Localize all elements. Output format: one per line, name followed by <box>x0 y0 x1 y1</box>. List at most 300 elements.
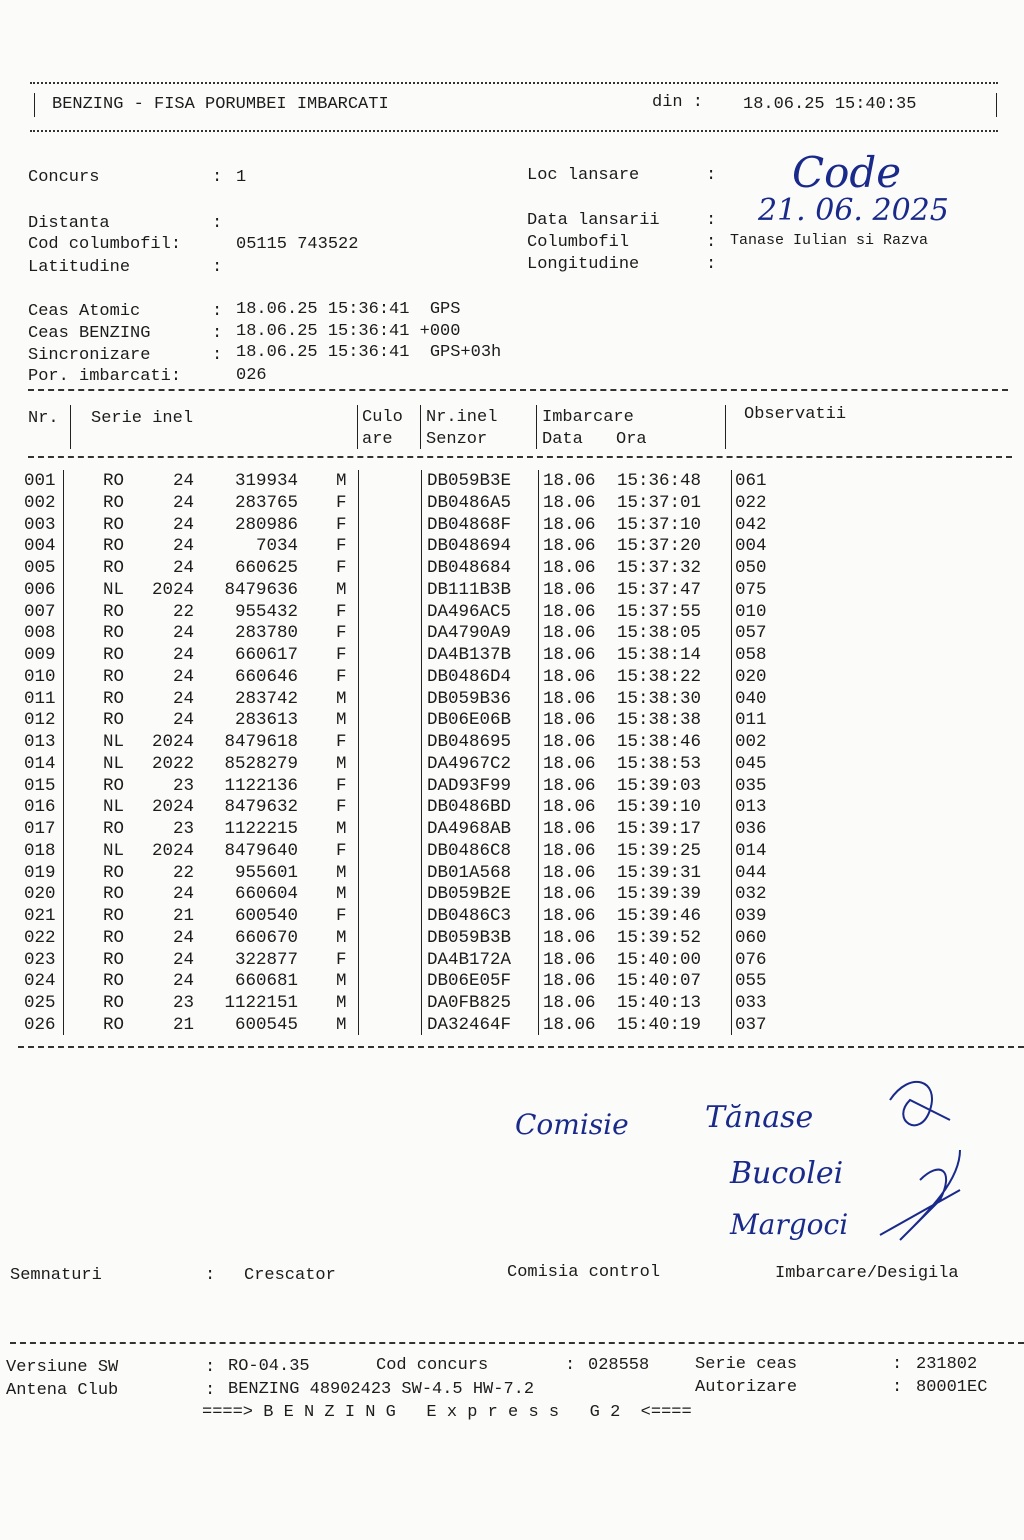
row-sensor: DA0FB825 <box>427 993 512 1013</box>
row-sex: M <box>336 819 347 839</box>
row-ring-number: 7034 <box>255 536 298 557</box>
row-date: 18.06 <box>543 906 596 926</box>
row-nr: 016 <box>24 797 56 818</box>
row-observatii: 050 <box>735 558 767 578</box>
row-date: 18.06 <box>543 753 596 774</box>
row-date: 18.06 <box>543 558 596 578</box>
row-time: 15:38:05 <box>617 623 702 644</box>
row-year: 24 <box>172 514 194 535</box>
row-nr: 006 <box>24 579 56 600</box>
colon: : <box>212 302 223 321</box>
row-ring-number: 322877 <box>234 949 298 970</box>
colon: : <box>892 1378 903 1397</box>
row-date: 18.06 <box>543 710 596 731</box>
col-header-observatii: Observatii <box>744 405 847 424</box>
row-sex: F <box>336 492 347 513</box>
row-time: 15:37:32 <box>617 558 702 578</box>
colon: : <box>205 1266 216 1285</box>
row-nr: 015 <box>24 775 56 796</box>
row-sex: M <box>336 579 347 600</box>
longitudine-label: Longitudine <box>527 255 640 274</box>
row-sensor: DA4790A9 <box>427 623 512 644</box>
cod-label: Cod columbofil: <box>28 235 182 254</box>
divider <box>357 405 358 449</box>
signature-scribble <box>860 1060 970 1260</box>
row-country: RO <box>103 601 125 622</box>
row-time: 15:38:22 <box>617 666 702 687</box>
row-observatii: 011 <box>735 710 767 731</box>
row-observatii: 013 <box>735 797 767 818</box>
sincronizare-value: 18.06.25 15:36:41 GPS+03h <box>236 343 502 362</box>
colon: : <box>706 233 717 252</box>
row-sex: F <box>336 797 347 818</box>
divider <box>538 470 539 1035</box>
row-sex: F <box>336 645 347 665</box>
row-country: NL <box>103 797 125 818</box>
row-year: 21 <box>172 906 194 926</box>
row-observatii: 032 <box>735 884 767 905</box>
row-year: 24 <box>172 536 194 557</box>
row-sex: F <box>336 623 347 644</box>
row-sex: M <box>336 688 347 709</box>
row-ring-number: 955432 <box>234 601 298 622</box>
divider <box>30 82 998 84</box>
row-sensor: DB059B3E <box>427 471 512 491</box>
row-observatii: 045 <box>735 753 767 774</box>
row-nr: 009 <box>24 645 56 665</box>
row-time: 15:37:47 <box>617 579 702 600</box>
row-date: 18.06 <box>543 601 596 622</box>
col-header-senzor: Senzor <box>426 430 488 449</box>
row-country: RO <box>103 666 125 687</box>
row-sex: F <box>336 536 347 557</box>
row-time: 15:39:52 <box>617 927 702 948</box>
row-sex: M <box>336 1014 347 1035</box>
row-date: 18.06 <box>543 819 596 839</box>
row-country: RO <box>103 906 125 926</box>
row-ring-number: 283780 <box>234 623 298 644</box>
versiune-label: Versiune SW <box>6 1358 119 1377</box>
row-nr: 003 <box>24 514 56 535</box>
divider <box>536 405 537 449</box>
row-sex: M <box>336 753 347 774</box>
sincronizare-label: Sincronizare <box>28 346 151 365</box>
row-sensor: DA4B137B <box>427 645 512 665</box>
row-sex: F <box>336 558 347 578</box>
porumbei-value: 026 <box>236 366 267 385</box>
col-header-culoare: Culo <box>362 408 403 427</box>
row-country: RO <box>103 884 125 905</box>
row-sensor: DB059B2E <box>427 884 512 905</box>
cod-concurs-value: 028558 <box>588 1356 650 1375</box>
divider <box>34 93 35 117</box>
row-ring-number: 280986 <box>234 514 298 535</box>
porumbei-label: Por. imbarcati: <box>28 367 182 386</box>
antena-value: BENZING 48902423 SW-4.5 HW-7.2 <box>228 1380 535 1399</box>
row-sensor: DB0486A5 <box>427 492 512 513</box>
row-country: RO <box>103 862 125 883</box>
row-year: 2024 <box>151 797 194 818</box>
colon: : <box>706 166 717 185</box>
divider <box>731 470 732 1035</box>
serie-ceas-label: Serie ceas <box>695 1355 798 1374</box>
row-nr: 013 <box>24 732 56 752</box>
row-ring-number: 660670 <box>234 927 298 948</box>
row-sex: F <box>336 666 347 687</box>
semnaturi-label: Semnaturi <box>10 1266 102 1285</box>
row-ring-number: 660625 <box>234 558 298 578</box>
row-sensor: DA32464F <box>427 1014 512 1035</box>
row-sensor: DB048694 <box>427 536 512 557</box>
row-sex: F <box>336 840 347 861</box>
autorizare-label: Autorizare <box>695 1378 798 1397</box>
row-nr: 023 <box>24 949 56 970</box>
row-time: 15:39:25 <box>617 840 702 861</box>
din-value: 18.06.25 15:40:35 <box>743 95 917 114</box>
row-ring-number: 660646 <box>234 666 298 687</box>
row-time: 15:37:01 <box>617 492 702 513</box>
row-year: 24 <box>172 492 194 513</box>
row-year: 2024 <box>151 840 194 861</box>
columbofil-value: Tanase Iulian si Razva <box>730 232 929 249</box>
row-sensor: DB111B3B <box>427 579 512 600</box>
row-observatii: 022 <box>735 492 767 513</box>
row-date: 18.06 <box>543 514 596 535</box>
row-sensor: DB059B3B <box>427 927 512 948</box>
row-date: 18.06 <box>543 688 596 709</box>
row-year: 23 <box>172 775 194 796</box>
row-ring-number: 8479632 <box>224 797 298 818</box>
benzing-banner: ====> B E N Z I N G E x p r e s s G 2 <==== <box>202 1403 692 1422</box>
row-time: 15:38:14 <box>617 645 702 665</box>
row-date: 18.06 <box>543 645 596 665</box>
row-date: 18.06 <box>543 775 596 796</box>
concurs-value: 1 <box>236 168 247 187</box>
row-sensor: DAD93F99 <box>427 775 512 796</box>
row-observatii: 040 <box>735 688 767 709</box>
row-time: 15:36:48 <box>617 471 702 491</box>
divider <box>28 389 1008 391</box>
row-observatii: 036 <box>735 819 767 839</box>
row-date: 18.06 <box>543 993 596 1013</box>
divider <box>28 456 1012 458</box>
row-sex: F <box>336 775 347 796</box>
row-date: 18.06 <box>543 579 596 600</box>
row-sensor: DB048695 <box>427 732 512 752</box>
row-ring-number: 1122136 <box>224 775 298 796</box>
row-year: 24 <box>172 645 194 665</box>
imbarcare-desigilare-label: Imbarcare/Desigila <box>775 1264 959 1283</box>
row-sensor: DB0486D4 <box>427 666 512 687</box>
row-ring-number: 955601 <box>234 862 298 883</box>
autorizare-value: 80001EC <box>916 1378 988 1397</box>
row-date: 18.06 <box>543 536 596 557</box>
comisia-control-label: Comisia control <box>507 1263 661 1282</box>
row-year: 24 <box>172 623 194 644</box>
col-header-imbarcare: Imbarcare <box>542 408 634 427</box>
signature-1: Tănase <box>705 1100 814 1135</box>
row-nr: 010 <box>24 666 56 687</box>
row-sensor: DA4968AB <box>427 819 512 839</box>
row-date: 18.06 <box>543 949 596 970</box>
distanta-label: Distanta <box>28 214 110 233</box>
row-time: 15:40:07 <box>617 971 702 992</box>
colon: : <box>212 346 223 365</box>
latitudine-label: Latitudine <box>28 258 131 277</box>
data-lansarii-label: Data lansarii <box>527 211 660 230</box>
divider <box>10 1342 1024 1344</box>
crescator-label: Crescator <box>244 1266 336 1285</box>
row-nr: 018 <box>24 840 56 861</box>
divider <box>725 405 726 449</box>
row-observatii: 061 <box>735 471 767 491</box>
row-ring-number: 660617 <box>234 645 298 665</box>
colon: : <box>212 258 223 277</box>
row-nr: 019 <box>24 862 56 883</box>
row-year: 2024 <box>151 579 194 600</box>
colon: : <box>205 1381 216 1400</box>
row-country: RO <box>103 514 125 535</box>
row-sex: F <box>336 949 347 970</box>
row-date: 18.06 <box>543 840 596 861</box>
row-country: RO <box>103 558 125 578</box>
colon: : <box>565 1356 576 1375</box>
data-lansarii-handwritten: 21. 06. 2025 <box>758 193 949 228</box>
row-time: 15:40:00 <box>617 949 702 970</box>
row-observatii: 002 <box>735 732 767 752</box>
row-time: 15:39:39 <box>617 884 702 905</box>
row-date: 18.06 <box>543 666 596 687</box>
row-nr: 001 <box>24 471 56 491</box>
document-title: BENZING - FISA PORUMBEI IMBARCATI <box>52 95 389 114</box>
cod-value: 05115 743522 <box>236 235 359 254</box>
row-time: 15:39:17 <box>617 819 702 839</box>
row-ring-number: 600545 <box>234 1014 298 1035</box>
row-date: 18.06 <box>543 623 596 644</box>
ceas-benzing-label: Ceas BENZING <box>28 324 151 343</box>
row-nr: 004 <box>24 536 56 557</box>
row-country: RO <box>103 471 125 491</box>
row-ring-number: 319934 <box>234 471 298 491</box>
row-date: 18.06 <box>543 927 596 948</box>
row-date: 18.06 <box>543 1014 596 1035</box>
row-sensor: DB059B36 <box>427 688 512 709</box>
row-sensor: DB01A568 <box>427 862 512 883</box>
row-date: 18.06 <box>543 492 596 513</box>
row-year: 23 <box>172 993 194 1013</box>
row-time: 15:37:55 <box>617 601 702 622</box>
colon: : <box>212 168 223 187</box>
row-date: 18.06 <box>543 797 596 818</box>
row-year: 2022 <box>151 753 194 774</box>
row-nr: 020 <box>24 884 56 905</box>
row-sensor: DB06E06B <box>427 710 512 731</box>
antena-label: Antena Club <box>6 1381 119 1400</box>
row-ring-number: 8479640 <box>224 840 298 861</box>
row-observatii: 037 <box>735 1014 767 1035</box>
row-sex: M <box>336 971 347 992</box>
colon: : <box>706 255 717 274</box>
row-ring-number: 1122215 <box>224 819 298 839</box>
row-nr: 024 <box>24 971 56 992</box>
colon: : <box>205 1358 216 1377</box>
col-header-culoare: are <box>362 430 393 449</box>
row-date: 18.06 <box>543 862 596 883</box>
row-observatii: 039 <box>735 906 767 926</box>
versiune-value: RO-04.35 <box>228 1357 310 1376</box>
row-ring-number: 8479636 <box>224 579 298 600</box>
row-year: 24 <box>172 558 194 578</box>
row-year: 24 <box>172 666 194 687</box>
row-observatii: 055 <box>735 971 767 992</box>
row-year: 2024 <box>151 732 194 752</box>
col-header-nr: Nr. <box>28 409 59 428</box>
row-country: RO <box>103 819 125 839</box>
divider <box>996 93 997 117</box>
concurs-label: Concurs <box>28 168 100 187</box>
row-ring-number: 283765 <box>234 492 298 513</box>
columbofil-label: Columbofil <box>527 233 630 252</box>
row-year: 23 <box>172 819 194 839</box>
row-country: RO <box>103 710 125 731</box>
row-date: 18.06 <box>543 884 596 905</box>
row-observatii: 042 <box>735 514 767 535</box>
row-ring-number: 600540 <box>234 906 298 926</box>
row-nr: 026 <box>24 1014 56 1035</box>
row-nr: 014 <box>24 753 56 774</box>
row-sensor: DB0486BD <box>427 797 512 818</box>
divider <box>420 405 421 449</box>
row-country: NL <box>103 753 125 774</box>
row-ring-number: 283613 <box>234 710 298 731</box>
row-sensor: DB0486C8 <box>427 840 512 861</box>
serie-ceas-value: 231802 <box>916 1355 978 1374</box>
row-sex: M <box>336 884 347 905</box>
row-country: NL <box>103 732 125 752</box>
row-year: 22 <box>172 862 194 883</box>
col-header-ora: Ora <box>616 430 647 449</box>
row-observatii: 076 <box>735 949 767 970</box>
row-nr: 025 <box>24 993 56 1013</box>
row-time: 15:39:10 <box>617 797 702 818</box>
row-year: 21 <box>172 1014 194 1035</box>
row-nr: 008 <box>24 623 56 644</box>
col-header-data: Data <box>542 430 583 449</box>
loc-value-handwritten: Code <box>792 148 902 197</box>
row-observatii: 020 <box>735 666 767 687</box>
row-ring-number: 660604 <box>234 884 298 905</box>
row-observatii: 044 <box>735 862 767 883</box>
row-sex: F <box>336 601 347 622</box>
row-sensor: DB06E05F <box>427 971 512 992</box>
row-nr: 021 <box>24 906 56 926</box>
row-year: 24 <box>172 688 194 709</box>
row-sex: M <box>336 993 347 1013</box>
row-ring-number: 8479618 <box>224 732 298 752</box>
row-year: 24 <box>172 971 194 992</box>
row-sensor: DA4967C2 <box>427 753 512 774</box>
row-time: 15:39:03 <box>617 775 702 796</box>
divider <box>358 470 359 1035</box>
row-country: RO <box>103 775 125 796</box>
row-country: RO <box>103 688 125 709</box>
row-ring-number: 660681 <box>234 971 298 992</box>
divider <box>70 405 71 449</box>
din-label: din : <box>652 93 704 112</box>
row-country: NL <box>103 579 125 600</box>
row-nr: 005 <box>24 558 56 578</box>
row-date: 18.06 <box>543 471 596 491</box>
signature-3: Margoci <box>730 1208 849 1241</box>
row-time: 15:38:30 <box>617 688 702 709</box>
row-time: 15:39:46 <box>617 906 702 926</box>
row-observatii: 060 <box>735 927 767 948</box>
row-time: 15:38:53 <box>617 753 702 774</box>
loc-label: Loc lansare <box>527 166 640 185</box>
row-ring-number: 1122151 <box>224 993 298 1013</box>
ceas-atomic-label: Ceas Atomic <box>28 302 141 321</box>
row-observatii: 010 <box>735 601 767 622</box>
row-year: 24 <box>172 471 194 491</box>
row-sex: M <box>336 471 347 491</box>
row-sensor: DB0486C3 <box>427 906 512 926</box>
row-nr: 002 <box>24 492 56 513</box>
row-observatii: 057 <box>735 623 767 644</box>
row-sensor: DA4B172A <box>427 949 512 970</box>
row-time: 15:37:20 <box>617 536 702 557</box>
row-year: 24 <box>172 949 194 970</box>
colon: : <box>892 1355 903 1374</box>
row-observatii: 033 <box>735 993 767 1013</box>
row-country: RO <box>103 949 125 970</box>
row-country: RO <box>103 492 125 513</box>
col-header-serie: Serie inel <box>91 409 194 428</box>
row-time: 15:37:10 <box>617 514 702 535</box>
row-observatii: 058 <box>735 645 767 665</box>
row-time: 15:40:13 <box>617 993 702 1013</box>
ceas-benzing-value: 18.06.25 15:36:41 +000 <box>236 322 461 341</box>
row-country: RO <box>103 971 125 992</box>
colon: : <box>212 324 223 343</box>
row-ring-number: 8528279 <box>224 753 298 774</box>
row-year: 24 <box>172 710 194 731</box>
row-date: 18.06 <box>543 732 596 752</box>
row-nr: 007 <box>24 601 56 622</box>
colon: : <box>212 214 223 233</box>
colon: : <box>706 211 717 230</box>
row-date: 18.06 <box>543 971 596 992</box>
row-nr: 012 <box>24 710 56 731</box>
row-country: RO <box>103 927 125 948</box>
ceas-atomic-value: 18.06.25 15:36:41 GPS <box>236 300 461 319</box>
row-time: 15:40:19 <box>617 1014 702 1035</box>
divider <box>18 1046 1024 1048</box>
row-sex: F <box>336 514 347 535</box>
row-time: 15:39:31 <box>617 862 702 883</box>
row-sex: F <box>336 906 347 926</box>
row-sensor: DB04868F <box>427 514 512 535</box>
row-nr: 017 <box>24 819 56 839</box>
row-sensor: DB048684 <box>427 558 512 578</box>
row-ring-number: 283742 <box>234 688 298 709</box>
row-year: 24 <box>172 884 194 905</box>
cod-concurs-label: Cod concurs <box>376 1356 489 1375</box>
divider <box>421 470 422 1035</box>
row-country: RO <box>103 993 125 1013</box>
row-country: RO <box>103 623 125 644</box>
row-time: 15:38:46 <box>617 732 702 752</box>
row-nr: 022 <box>24 927 56 948</box>
